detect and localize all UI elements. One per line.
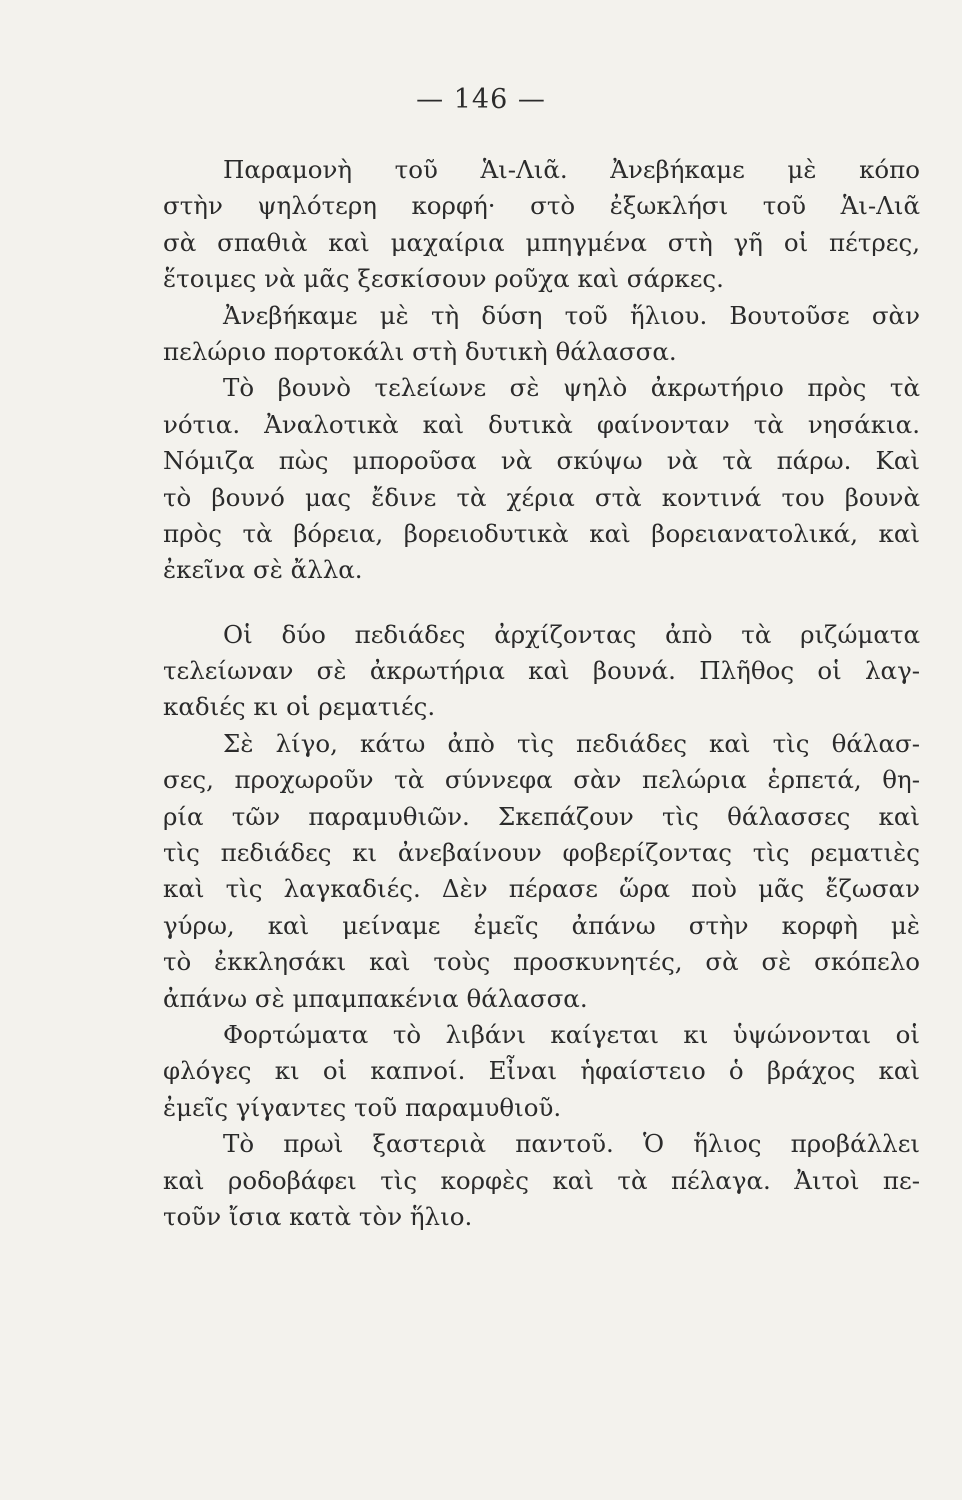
- text-line: Φορτώματα τὸ λιβάνι καίγεται κι ὑψώνονται οἱ: [223, 1019, 920, 1049]
- text-line: Νόμιζα πὼς μποροῦσα νὰ σκύψω νὰ τὰ πάρω. Καὶ: [163, 446, 920, 476]
- text-line: στὴν ψηλότερη κορφή· στὸ ἐξωκλήσι τοῦ Ἁι-Λιᾶ: [163, 191, 920, 221]
- text-line: τὶς πεδιάδες κι ἀνεβαίνουν φοβερίζοντας τὶς ρεματιὲς: [163, 838, 920, 868]
- text-line: ρία τῶν παραμυθιῶν. Σκεπάζουν τὶς θάλασσες καὶ: [163, 801, 920, 831]
- text-line: καὶ τὶς λαγκαδιές. Δὲν πέρασε ὥρα ποὺ μᾶς ἔζωσαν: [163, 874, 920, 904]
- text-line: ἐκεῖνα σὲ ἄλλα.: [163, 555, 363, 585]
- text-line: τὸ ἐκκλησάκι καὶ τοὺς προσκυνητές, σὰ σὲ σκόπελο: [163, 947, 920, 977]
- text-line: σὰ σπαθιὰ καὶ μαχαίρια μπηγμένα στὴ γῆ οἱ πέτρες,: [163, 227, 920, 257]
- text-line: σες, προχωροῦν τὰ σύννεφα σὰν πελώρια ἑρπετά, θη-: [163, 765, 920, 795]
- text-line: ἀπάνω σὲ μπαμπακένια θάλασσα.: [163, 983, 588, 1013]
- text-line: ἐμεῖς γίγαντες τοῦ παραμυθιοῦ.: [163, 1092, 562, 1122]
- text-line: Παραμονὴ τοῦ Ἁι-Λιᾶ. Ἀνεβήκαμε μὲ κόπο: [223, 155, 920, 184]
- text-line: Σὲ λίγο, κάτω ἀπὸ τὶς πεδιάδες καὶ τὶς θάλασ-: [223, 728, 920, 758]
- paragraph-gap: [163, 589, 920, 617]
- body-text: [163, 152, 920, 1235]
- page-number: — 146 —: [416, 84, 546, 115]
- text-line: γύρω, καὶ μείναμε ἐμεῖς ἀπάνω στὴν κορφὴ μὲ: [163, 910, 920, 940]
- text-line: καὶ ροδοβάφει τὶς κορφὲς καὶ τὰ πέλαγα. Ἀιτοὶ πε-: [163, 1165, 920, 1195]
- text-line: Τὸ βουνὸ τελείωνε σὲ ψηλὸ ἀκρωτήριο πρὸς τὰ: [223, 373, 920, 403]
- text-line: πελώριο πορτοκάλι στὴ δυτικὴ θάλασσα.: [163, 336, 677, 366]
- text-line: Οἱ δύο πεδιάδες ἀρχίζοντας ἀπὸ τὰ ριζώματα: [223, 619, 920, 649]
- text-line: νότια. Ἀναλοτικὰ καὶ δυτικὰ φαίνονταν τὰ νησάκια.: [163, 409, 920, 439]
- text-line: ἕτοιμες νὰ μᾶς ξεσκίσουν ροῦχα καὶ σάρκες.: [163, 264, 724, 294]
- text-line: τοῦν ἴσια κατὰ τὸν ἥλιο.: [163, 1201, 473, 1231]
- text-line: πρὸς τὰ βόρεια, βορειοδυτικὰ καὶ βορειανατολικά, καὶ: [163, 518, 920, 548]
- text-line: Ἀνεβήκαμε μὲ τὴ δύση τοῦ ἥλιου. Βουτοῦσε σὰν: [223, 300, 920, 330]
- text-line: τὸ βουνό μας ἔδινε τὰ χέρια στὰ κοντινά του βουνὰ: [163, 482, 920, 512]
- text-line: φλόγες κι οἱ καπνοί. Εἶναι ἡφαίστειο ὁ βράχος καὶ: [163, 1056, 920, 1086]
- text-line: τελείωναν σὲ ἀκρωτήρια καὶ βουνά. Πλῆθος οἱ λαγ-: [163, 656, 920, 686]
- text-line: καδιές κι οἱ ρεματιές.: [163, 692, 436, 722]
- text-line: Τὸ πρωὶ ξαστεριὰ παντοῦ. Ὁ ἥλιος προβάλλει: [223, 1129, 920, 1159]
